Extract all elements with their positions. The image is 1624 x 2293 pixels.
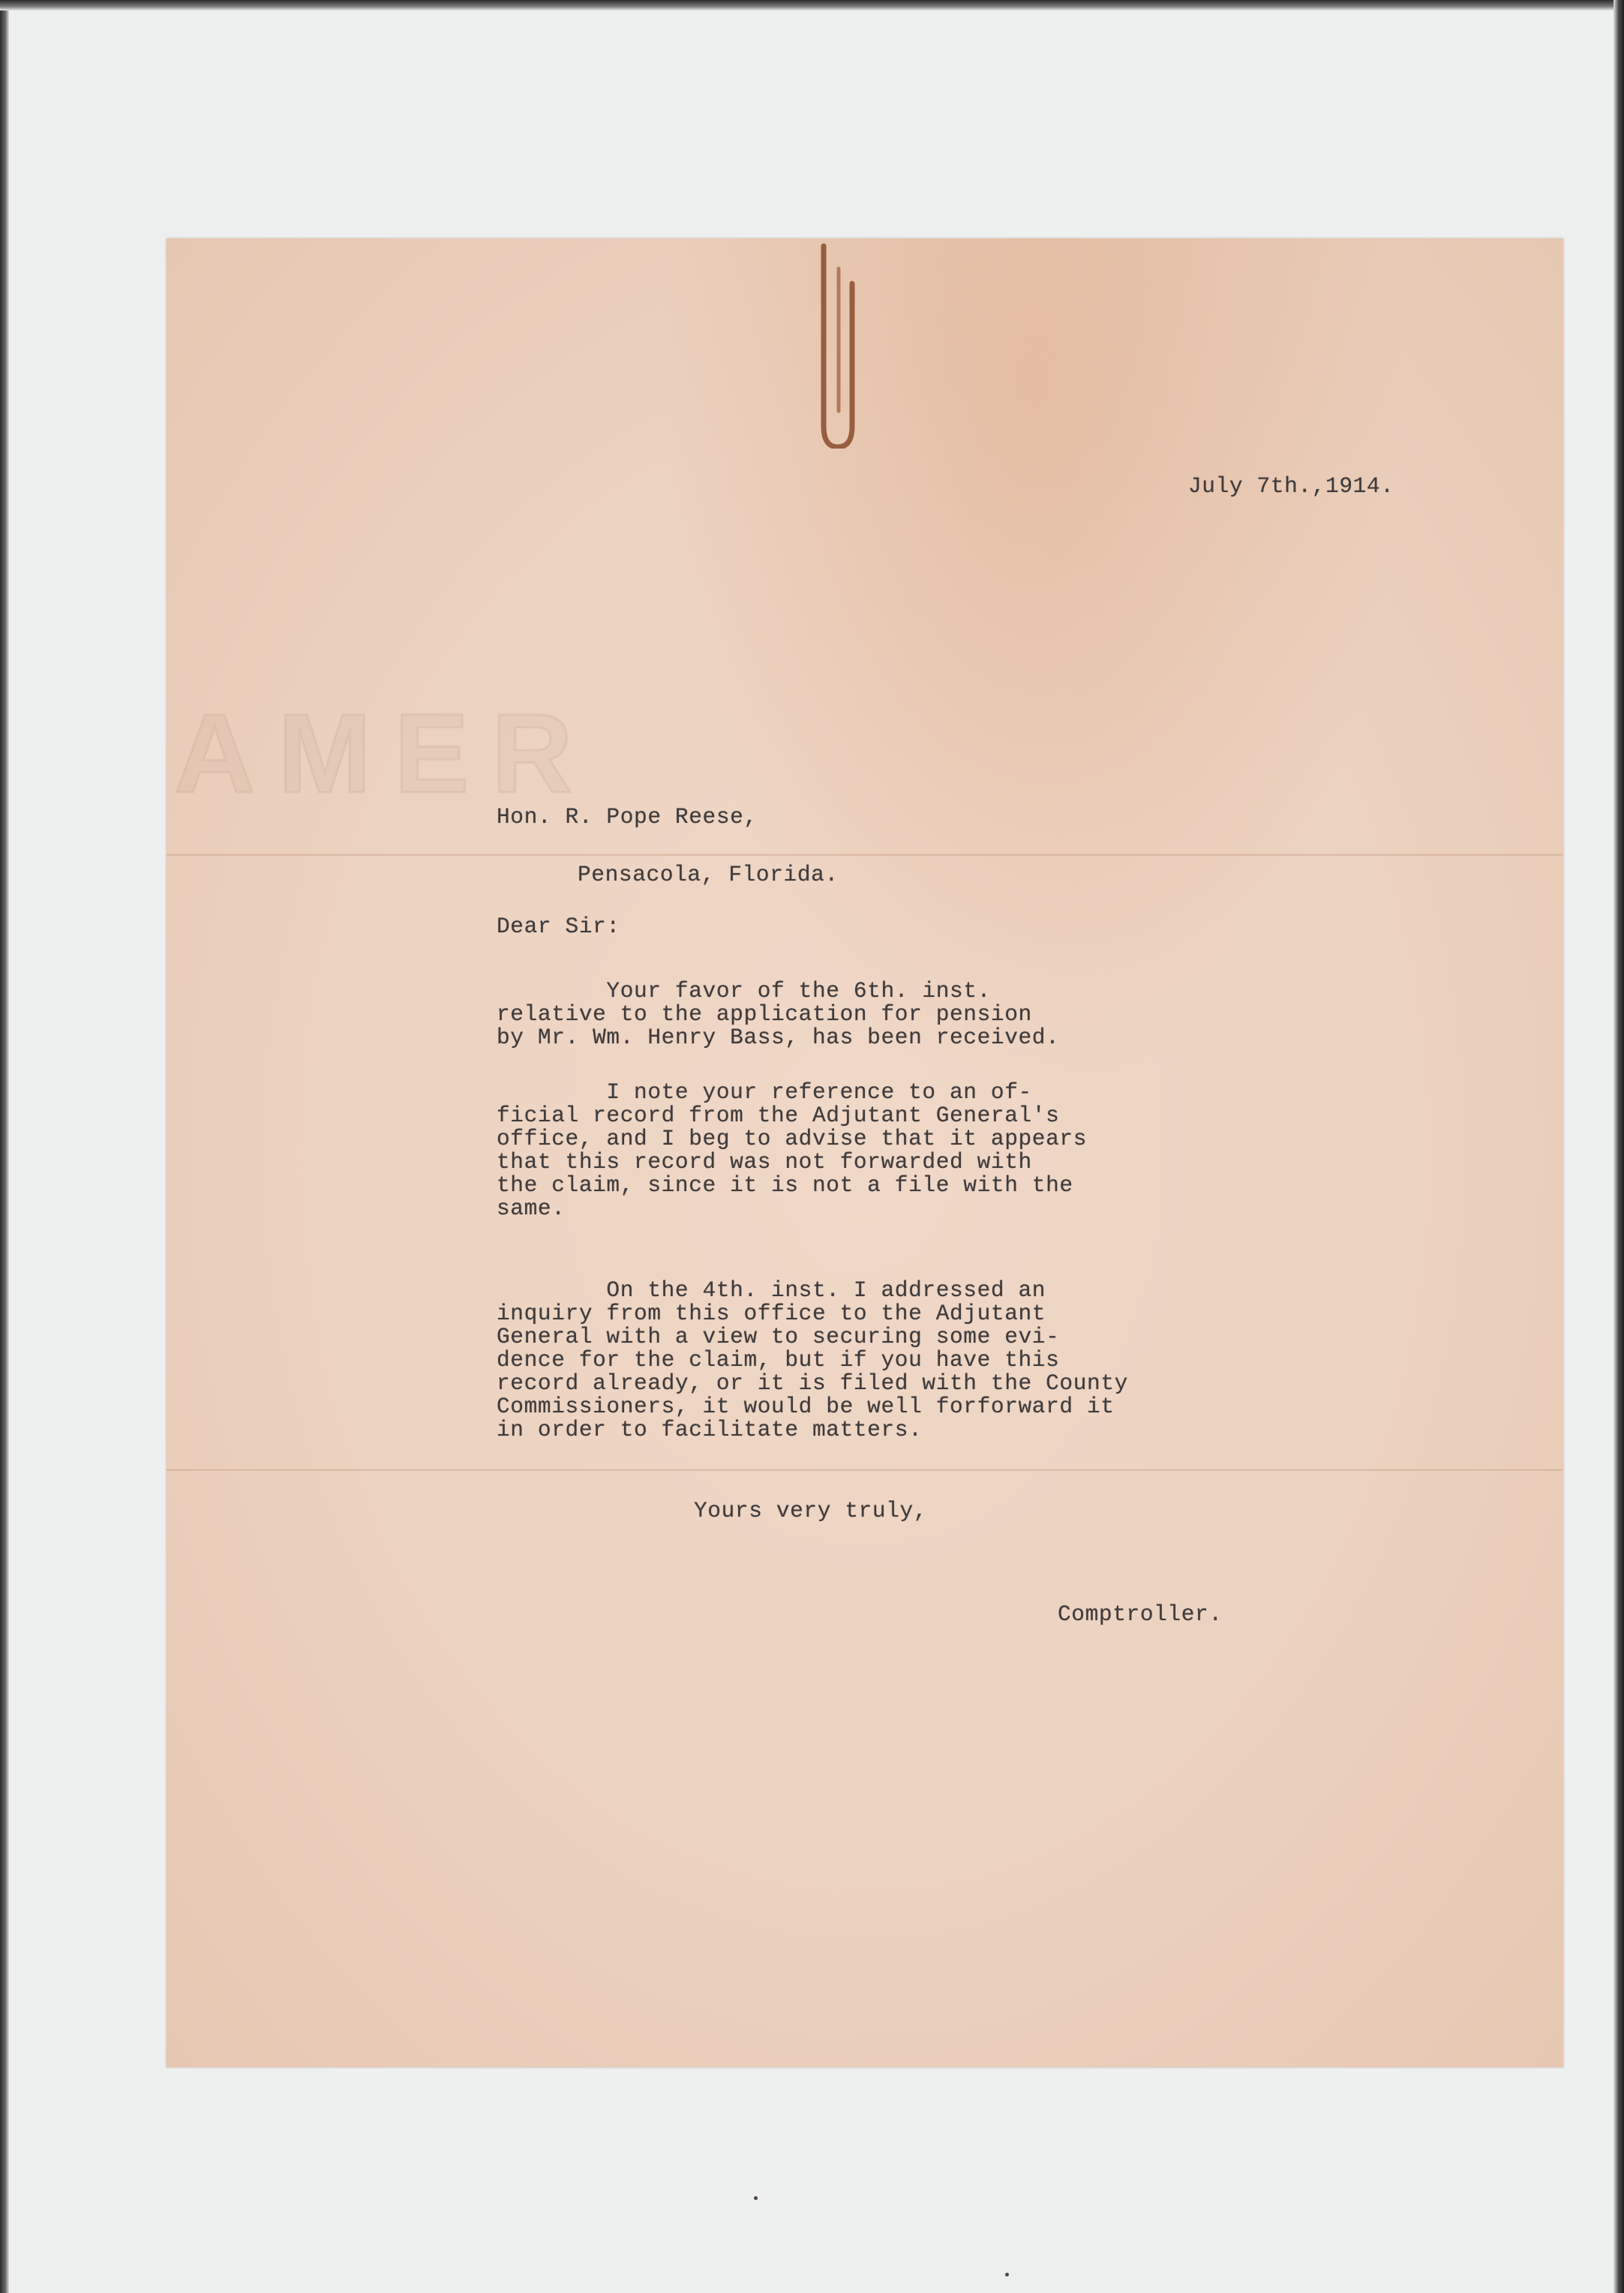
body-paragraph-1: Your favor of the 6th. inst. relative to the application for pension by Mr. Wm. Henry Bass, has been received. — [497, 978, 1060, 1050]
letterhead-show-through: AMER — [174, 690, 596, 816]
body-paragraph-3: On the 4th. inst. I addressed an inquiry from this office to the Adjutant General with a view to securing some evi- dence for the claim, but if you have this record already, or it is filed with the County Commissioners, it would be well forforward it in order to facilitate matters. — [497, 1277, 1128, 1442]
fold-line-top — [167, 854, 1563, 857]
scan-edge-right — [1613, 0, 1624, 2293]
recipient-name: Hon. R. Pope Reese, — [497, 804, 758, 830]
salutation: Dear Sir: — [497, 914, 620, 939]
letter-date: July 7th.,1914. — [1188, 473, 1394, 499]
scan-edge-left — [0, 0, 9, 2293]
paper-clip-mark-icon — [816, 239, 860, 449]
dust-speck — [754, 2196, 758, 2200]
body-paragraph-2: I note your reference to an of- ficial record from the Adjutant General's office, and I beg to advise that it appears that this record was not forwarded with the claim, since it is not a file with the same. — [497, 1079, 1088, 1221]
letter-page — [167, 239, 1563, 2067]
fold-line-bottom — [167, 1469, 1563, 1472]
recipient-city: Pensacola, Florida. — [578, 862, 839, 887]
signature-title: Comptroller. — [1058, 1601, 1223, 1627]
scan-edge-top — [0, 0, 1624, 11]
dust-speck — [1005, 2273, 1009, 2276]
closing: Yours very truly, — [694, 1498, 928, 1523]
